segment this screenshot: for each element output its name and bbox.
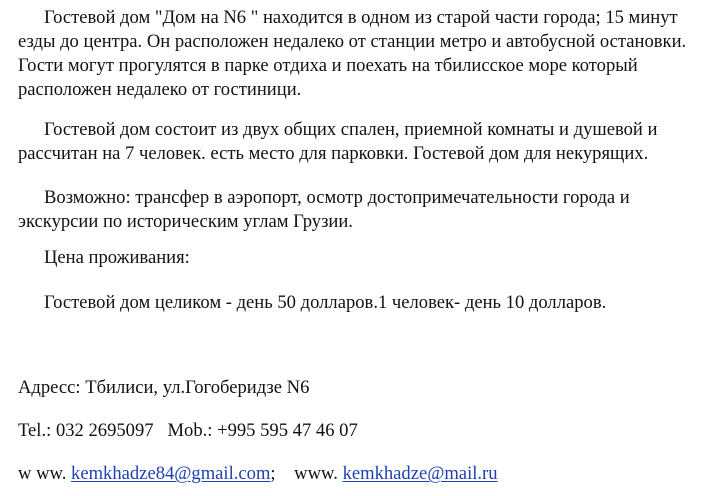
paragraph-rooms: Гостевой дом состоит из двух общих спален, приемной комнаты и душевой и рассчитан на 7 человек. есть место для парковки. Гостевой дом для некурящих.	[18, 119, 658, 164]
web-prefix: w ww.	[18, 463, 72, 484]
paragraph-location: Гостевой дом "Дом на N6 " находится в одном из старой части города; 15 минут езды до центра. Он расположен недалеко от станции метро и автобусной остановки. Гости могут прогулятся в парке отдиха и поехать на тбилисское море который расположен недалеко от гостиници.	[18, 7, 687, 100]
email-link-mailru[interactable]: kemkhadze@mail.ru	[342, 463, 498, 484]
email-link-gmail[interactable]: kemkhadze84@gmail.com	[71, 463, 271, 484]
paragraph-services: Возможно: трансфер в аэропорт, осмотр достопримечательности города и экскурсии по историческим углам Грузии.	[18, 187, 630, 232]
address-line: Адресс: Тбилиси, ул.Гогоберидзе N6	[18, 377, 310, 398]
phone-line: Tel.: 032 2695097 Mob.: +995 595 47 46 07	[18, 420, 358, 441]
web-separator: ; www.	[270, 463, 343, 484]
price-heading: Цена проживания:	[44, 247, 190, 268]
web-line	[18, 462, 708, 486]
price-details: Гостевой дом целиком - день 50 долларов.1 человек- день 10 долларов.	[44, 292, 607, 313]
